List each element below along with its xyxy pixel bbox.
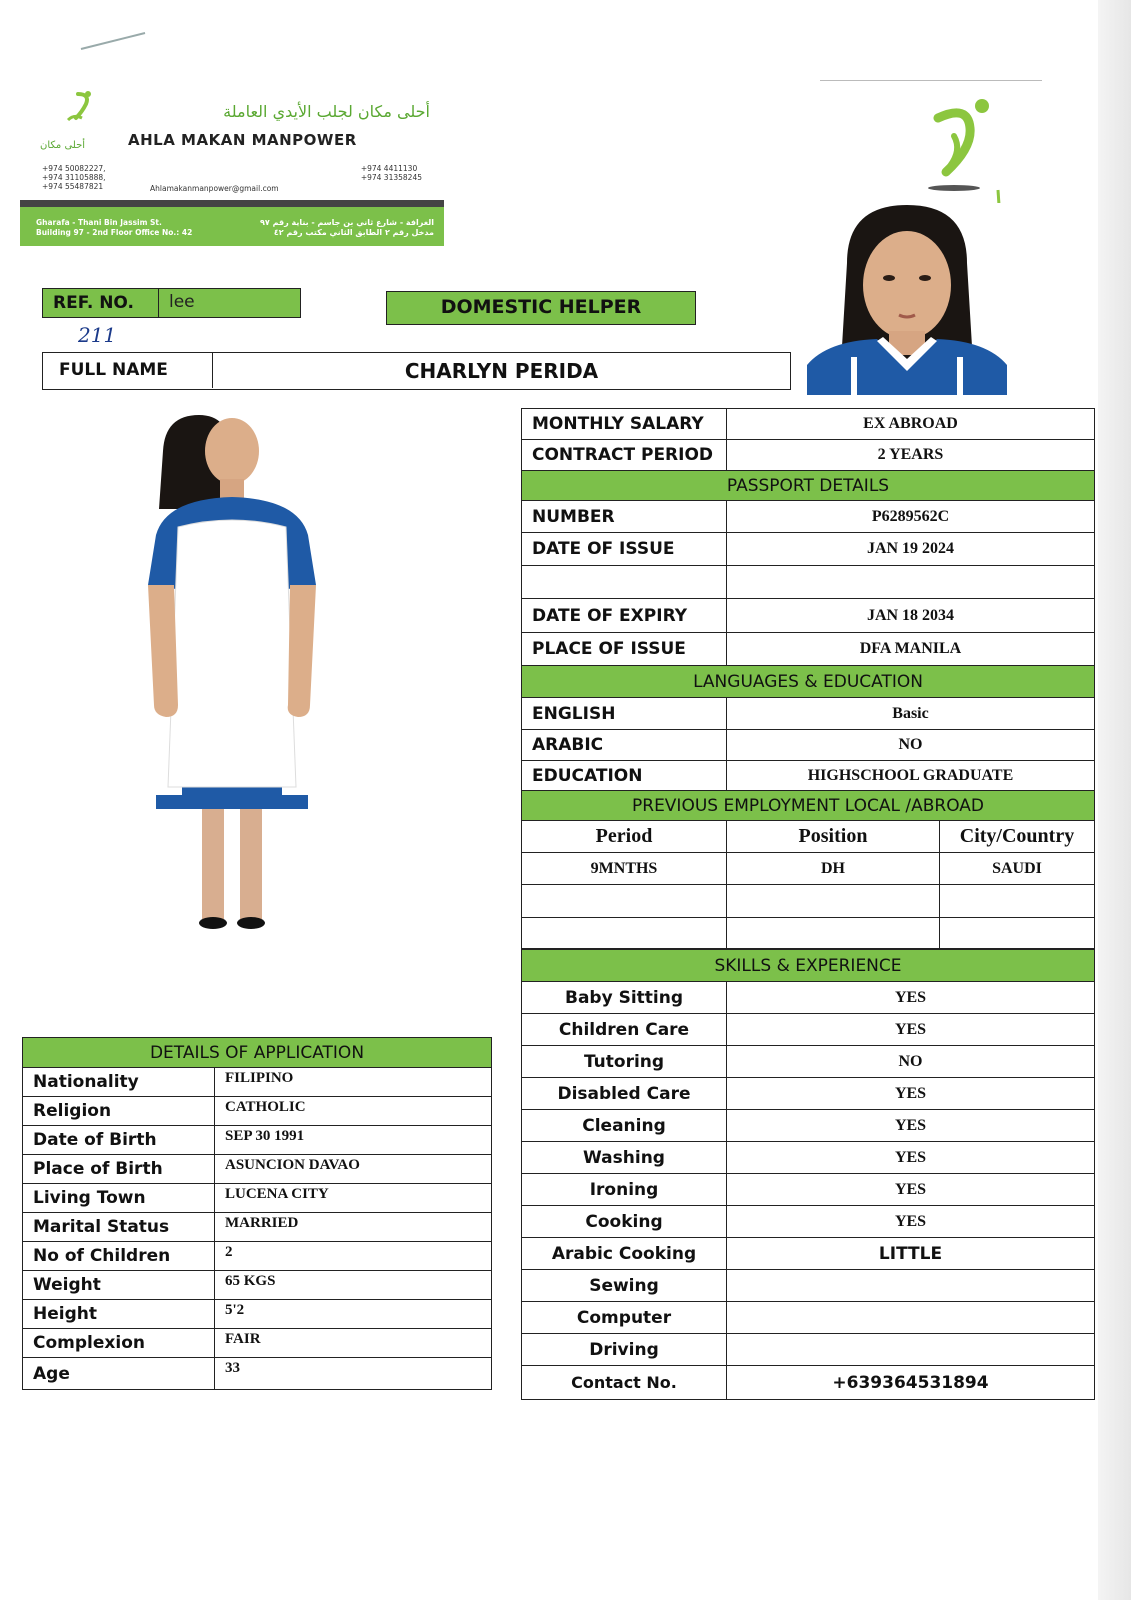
app-value: 65 KGS	[215, 1271, 492, 1300]
table-row	[23, 1329, 492, 1358]
salary-label: MONTHLY SALARY	[522, 409, 727, 440]
issue-date-label: DATE OF ISSUE	[522, 533, 727, 566]
position-title: DOMESTIC HELPER	[386, 291, 696, 325]
employment-city: SAUDI	[940, 853, 1095, 885]
table-row	[23, 1242, 492, 1271]
handwritten-number: 211	[78, 323, 117, 347]
table-row	[522, 730, 1095, 761]
app-label: Marital Status	[23, 1213, 215, 1242]
app-value: SEP 30 1991	[215, 1126, 492, 1155]
position-column-header: Position	[727, 821, 940, 853]
table-row	[522, 1302, 1095, 1334]
skill-value: LITTLE	[727, 1238, 1095, 1270]
table-row	[522, 533, 1095, 566]
app-value: FILIPINO	[215, 1068, 492, 1097]
section-header	[23, 1038, 492, 1068]
skill-label: Children Care	[522, 1014, 727, 1046]
skill-label: Tutoring	[522, 1046, 727, 1078]
table-row	[23, 1097, 492, 1126]
app-label: Religion	[23, 1097, 215, 1126]
full-name-value: CHARLYN PERIDA	[404, 359, 599, 383]
empty-cell	[727, 885, 940, 918]
table-row	[522, 1238, 1095, 1270]
skills-heading: SKILLS & EXPERIENCE	[522, 950, 1095, 982]
empty-cell	[940, 885, 1095, 918]
details-table	[521, 408, 1095, 949]
skill-label: Baby Sitting	[522, 982, 727, 1014]
app-label: Height	[23, 1300, 215, 1329]
table-row	[522, 853, 1095, 885]
agency-address-en: Gharafa - Thani Bin Jassim St. Building 97 - 2nd Floor Office No.: 42	[36, 218, 193, 237]
table-row	[23, 1184, 492, 1213]
table-row	[522, 599, 1095, 633]
table-row	[522, 1078, 1095, 1110]
skill-label: Ironing	[522, 1174, 727, 1206]
app-value: ASUNCION DAVAO	[215, 1155, 492, 1184]
skill-value: YES	[727, 1174, 1095, 1206]
empty-cell	[522, 566, 727, 599]
skill-value	[727, 1334, 1095, 1366]
skill-value	[727, 1302, 1095, 1334]
skill-value	[727, 1270, 1095, 1302]
table-row	[522, 698, 1095, 730]
agency-logo-icon	[38, 90, 128, 154]
expiry-date-value: JAN 18 2034	[727, 599, 1095, 633]
table-row	[23, 1126, 492, 1155]
contact-value: +639364531894	[727, 1366, 1095, 1400]
table-row	[23, 1155, 492, 1184]
ref-no-label: REF. NO.	[42, 288, 159, 318]
employment-period: 9MNTHS	[522, 853, 727, 885]
section-header	[522, 666, 1095, 698]
agency-email: Ahlamakanmanpower@gmail.com	[150, 184, 279, 193]
skill-label: Cleaning	[522, 1110, 727, 1142]
section-header	[522, 950, 1095, 982]
place-of-issue-value: DFA MANILA	[727, 633, 1095, 666]
languages-heading: LANGUAGES & EDUCATION	[522, 666, 1095, 698]
place-of-issue-label: PLACE OF ISSUE	[522, 633, 727, 666]
app-label: Complexion	[23, 1329, 215, 1358]
agency-english-name: AHLA MAKAN MANPOWER	[128, 131, 357, 149]
empty-cell	[727, 918, 940, 949]
skill-value: YES	[727, 1078, 1095, 1110]
table-row	[522, 1334, 1095, 1366]
table-row	[522, 440, 1095, 471]
skill-value: YES	[727, 982, 1095, 1014]
table-row	[522, 885, 1095, 918]
salary-value: EX ABROAD	[727, 409, 1095, 440]
app-label: No of Children	[23, 1242, 215, 1271]
skill-value: YES	[727, 1110, 1095, 1142]
skills-table	[521, 949, 1095, 1400]
svg-text:أحلى مكان: أحلى مكان	[40, 140, 86, 151]
skill-label: Cooking	[522, 1206, 727, 1238]
app-value: CATHOLIC	[215, 1097, 492, 1126]
app-label: Place of Birth	[23, 1155, 215, 1184]
agency-card	[20, 82, 444, 247]
full-name-label: FULL NAME	[43, 353, 213, 388]
table-row	[522, 633, 1095, 666]
skill-label: Computer	[522, 1302, 727, 1334]
contact-label: Contact No.	[522, 1366, 727, 1400]
agency-address-bar	[20, 200, 444, 246]
table-row	[522, 821, 1095, 853]
app-label: Living Town	[23, 1184, 215, 1213]
skill-value: YES	[727, 1014, 1095, 1046]
table-row	[23, 1271, 492, 1300]
passport-heading: PASSPORT DETAILS	[522, 471, 1095, 501]
full-name-row	[42, 352, 791, 390]
app-label: Date of Birth	[23, 1126, 215, 1155]
contract-value: 2 YEARS	[727, 440, 1095, 471]
skill-value: NO	[727, 1046, 1095, 1078]
english-label: ENGLISH	[522, 698, 727, 730]
app-value: 2	[215, 1242, 492, 1271]
application-heading: DETAILS OF APPLICATION	[23, 1038, 492, 1068]
table-row	[23, 1068, 492, 1097]
table-row	[522, 1174, 1095, 1206]
expiry-date-label: DATE OF EXPIRY	[522, 599, 727, 633]
skill-value: YES	[727, 1206, 1095, 1238]
skill-label: Washing	[522, 1142, 727, 1174]
table-row	[522, 918, 1095, 949]
skill-label: Disabled Care	[522, 1078, 727, 1110]
table-row	[522, 409, 1095, 440]
table-row	[522, 761, 1095, 791]
app-value: LUCENA CITY	[215, 1184, 492, 1213]
city-column-header: City/Country	[940, 821, 1095, 853]
skill-label: Arabic Cooking	[522, 1238, 727, 1270]
agency-phones-right: +974 4411130 +974 31358245	[360, 164, 422, 182]
table-row	[522, 1366, 1095, 1400]
ref-no-value: lee	[159, 288, 301, 318]
contract-label: CONTRACT PERIOD	[522, 440, 727, 471]
full-body-photo	[56, 415, 356, 975]
app-value: MARRIED	[215, 1213, 492, 1242]
table-row	[23, 1358, 492, 1390]
scan-mark	[81, 32, 146, 50]
empty-cell	[522, 885, 727, 918]
table-row	[522, 1110, 1095, 1142]
empty-cell	[940, 918, 1095, 949]
skill-value: YES	[727, 1142, 1095, 1174]
section-header	[522, 791, 1095, 821]
english-value: Basic	[727, 698, 1095, 730]
table-row	[522, 1046, 1095, 1078]
table-row	[522, 1206, 1095, 1238]
passport-number-label: NUMBER	[522, 501, 727, 533]
employment-heading: PREVIOUS EMPLOYMENT LOCAL /ABROAD	[522, 791, 1095, 821]
agency-arabic-name: أحلى مكان لجلب الأيدي العاملة	[223, 102, 430, 121]
app-label: Weight	[23, 1271, 215, 1300]
table-row	[522, 1142, 1095, 1174]
application-table	[22, 1037, 492, 1390]
table-row	[522, 1014, 1095, 1046]
app-value: 33	[215, 1358, 492, 1390]
table-row	[522, 566, 1095, 599]
education-label: EDUCATION	[522, 761, 727, 791]
table-row	[23, 1300, 492, 1329]
page-edge	[1098, 0, 1131, 1600]
table-row	[522, 501, 1095, 533]
headshot-photo	[807, 203, 1007, 395]
agency-address-ar: الغرافة - شارع ثاني بن جاسم - بناية رقم ٩٧ مدخل رقم ٢ الطابق الثاني مكتب رقم ٤٢	[260, 218, 434, 237]
issue-date-value: JAN 19 2024	[727, 533, 1095, 566]
empty-cell	[727, 566, 1095, 599]
app-label: Nationality	[23, 1068, 215, 1097]
app-value: FAIR	[215, 1329, 492, 1358]
app-label: Age	[23, 1358, 215, 1390]
arabic-value: NO	[727, 730, 1095, 761]
skill-label: Sewing	[522, 1270, 727, 1302]
scan-line	[820, 80, 1042, 81]
period-column-header: Period	[522, 821, 727, 853]
education-value: HIGHSCHOOL GRADUATE	[727, 761, 1095, 791]
arabic-label: ARABIC	[522, 730, 727, 761]
app-value: 5'2	[215, 1300, 492, 1329]
skill-label: Driving	[522, 1334, 727, 1366]
agency-phones-left: +974 50082227, +974 31105888, +974 55487821	[42, 164, 106, 191]
employment-position: DH	[727, 853, 940, 885]
table-row	[23, 1213, 492, 1242]
table-row	[522, 982, 1095, 1014]
section-header	[522, 471, 1095, 501]
table-row	[522, 1270, 1095, 1302]
empty-cell	[522, 918, 727, 949]
passport-number-value: P6289562C	[727, 501, 1095, 533]
